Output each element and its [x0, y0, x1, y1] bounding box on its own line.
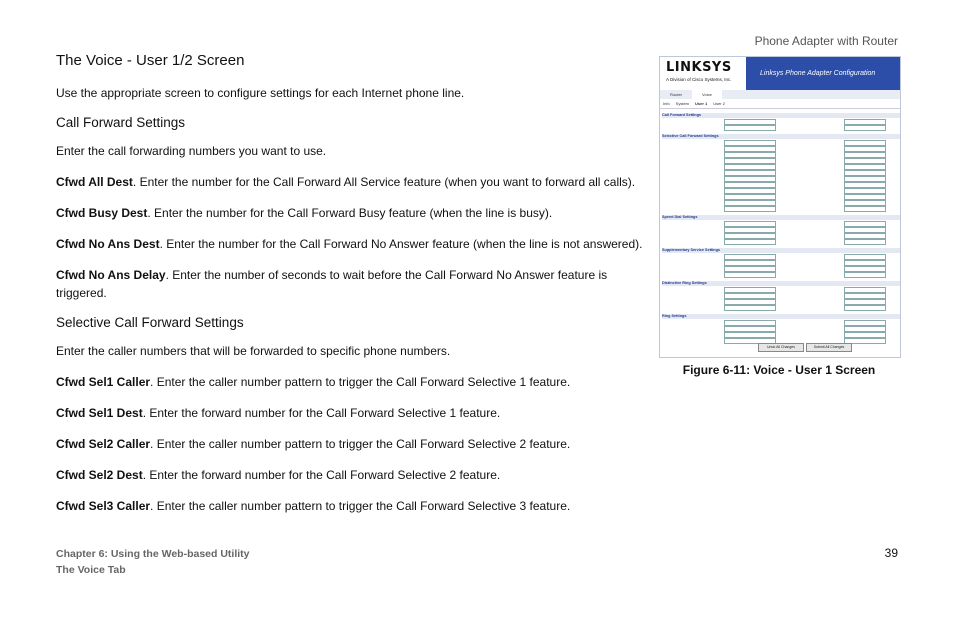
figure-field [844, 305, 886, 311]
scf-item-sel3-caller [56, 497, 656, 515]
figure-form-row [660, 305, 901, 310]
figure-form-row [660, 158, 901, 163]
definition: . Enter the number for the Call Forward No Answer feature (when the line is not answered). [159, 237, 643, 251]
figure-form-row [660, 125, 901, 130]
figure-form-row [660, 200, 901, 205]
figure-form-row [660, 239, 901, 244]
figure-banner-bar [660, 57, 900, 90]
figure-form-row [660, 233, 901, 238]
figure-form-row [660, 299, 901, 304]
figure-form-body [660, 111, 900, 351]
figure-form-row [660, 326, 901, 331]
figure-form-row [660, 272, 901, 277]
figure-form-row [660, 140, 901, 145]
figure-field [724, 239, 776, 245]
definition: . Enter the forward number for the Call Forward Selective 2 feature. [142, 468, 501, 482]
figure-field [724, 206, 776, 212]
tab-router: Router [670, 92, 683, 97]
figure-form-row [660, 206, 901, 211]
figure-section-heading: Supplementary Service Settings [662, 248, 901, 253]
term: Cfwd All Dest [56, 175, 133, 189]
figure-form-row [660, 176, 901, 181]
term: Cfwd Sel2 Caller [56, 437, 151, 451]
page-number: 39 [884, 546, 898, 560]
figure-section-heading: Speed Dial Settings [662, 215, 901, 220]
logo-text: LINKSYS [666, 60, 732, 75]
figure-form-row [660, 293, 901, 298]
footer-section: The Voice Tab [56, 564, 126, 576]
figure-screenshot [659, 56, 901, 358]
term: Cfwd Sel1 Dest [56, 406, 143, 420]
linksys-logo [660, 57, 746, 90]
figure-caption: Figure 6-11: Voice - User 1 Screen [682, 363, 876, 377]
intro-paragraph: Use the appropriate screen to configure settings for each Internet phone line. [56, 86, 465, 100]
definition: . Enter the number of seconds to wait before the Call Forward No Answer feature is triggered. [56, 268, 608, 300]
figure-section-heading: Distinctive Ring Settings [662, 281, 901, 286]
figure-subtabs [660, 99, 900, 109]
figure-field [724, 272, 776, 278]
figure-field [844, 206, 886, 212]
logo-subtitle: A Division of Cisco Systems, Inc. [666, 77, 732, 82]
figure-field [844, 239, 886, 245]
cf-item-busy-dest [56, 204, 656, 222]
definition: . Enter the caller number pattern to trigger the Call Forward Selective 1 feature. [150, 375, 571, 389]
figure-section-heading: Selective Call Forward Settings [662, 134, 901, 139]
call-forward-heading: Call Forward Settings [56, 115, 186, 130]
subtab-user1: User 1 [695, 101, 708, 106]
subtab-info: Info [663, 101, 670, 106]
cf-item-all-dest [56, 173, 656, 191]
figure-form-row [660, 254, 901, 259]
definition: . Enter the forward number for the Call Forward Selective 1 feature. [142, 406, 501, 420]
figure-form-row [660, 332, 901, 337]
selective-call-forward-intro: Enter the caller numbers that will be forwarded to specific phone numbers. [56, 344, 451, 358]
definition: . Enter the caller number pattern to trigger the Call Forward Selective 2 feature. [150, 437, 571, 451]
call-forward-intro: Enter the call forwarding numbers you want to use. [56, 144, 327, 158]
figure-field [844, 125, 886, 131]
figure-form-row [660, 227, 901, 232]
term: Cfwd No Ans Dest [56, 237, 160, 251]
running-header: Phone Adapter with Router [754, 34, 898, 48]
figure-button: Submit All Changes [806, 343, 852, 352]
definition: . Enter the caller number pattern to trigger the Call Forward Selective 3 feature. [150, 499, 571, 513]
figure-section-heading: Call Forward Settings [662, 113, 901, 118]
subtab-system: System [675, 101, 690, 106]
page-footer [56, 546, 250, 578]
figure-section-heading: Ring Settings [662, 314, 901, 319]
term: Cfwd Sel1 Caller [56, 375, 151, 389]
section-title: The Voice - User 1/2 Screen [56, 52, 245, 69]
figure-field [724, 305, 776, 311]
term: Cfwd Busy Dest [56, 206, 148, 220]
figure-field [844, 272, 886, 278]
definition: . Enter the number for the Call Forward All Service feature (when you want to forward all calls). [132, 175, 636, 189]
scf-item-sel2-dest [56, 466, 656, 484]
figure-form-row [660, 182, 901, 187]
figure-form-row [660, 221, 901, 226]
cf-item-no-ans-delay [56, 266, 656, 302]
main-content [56, 52, 656, 528]
figure-form-row [660, 164, 901, 169]
scf-item-sel1-dest [56, 404, 656, 422]
figure-field [724, 125, 776, 131]
selective-call-forward-heading: Selective Call Forward Settings [56, 315, 244, 330]
figure-form-row [660, 320, 901, 325]
figure-form-row [660, 146, 901, 151]
figure-form-row [660, 188, 901, 193]
scf-item-sel1-caller [56, 373, 656, 391]
figure-form-row [660, 152, 901, 157]
cf-item-no-ans-dest [56, 235, 656, 253]
definition: . Enter the number for the Call Forward Busy feature (when the line is busy). [147, 206, 553, 220]
figure-button: Undo All Changes [758, 343, 804, 352]
figure-form-row [660, 119, 901, 124]
figure-form-row [660, 194, 901, 199]
figure-form-row [660, 287, 901, 292]
figure-tabs [660, 90, 900, 99]
term: Cfwd Sel3 Caller [56, 499, 151, 513]
banner-title: Linksys Phone Adapter Configuration [760, 70, 876, 77]
tab-voice: Voice [692, 90, 722, 99]
scf-item-sel2-caller [56, 435, 656, 453]
subtab-user2: User 2 [713, 101, 726, 106]
footer-chapter: Chapter 6: Using the Web-based Utility [56, 548, 250, 560]
figure-form-row [660, 266, 901, 271]
term: Cfwd No Ans Delay [56, 268, 166, 282]
figure-form-row [660, 260, 901, 265]
term: Cfwd Sel2 Dest [56, 468, 143, 482]
figure-form-row [660, 170, 901, 175]
